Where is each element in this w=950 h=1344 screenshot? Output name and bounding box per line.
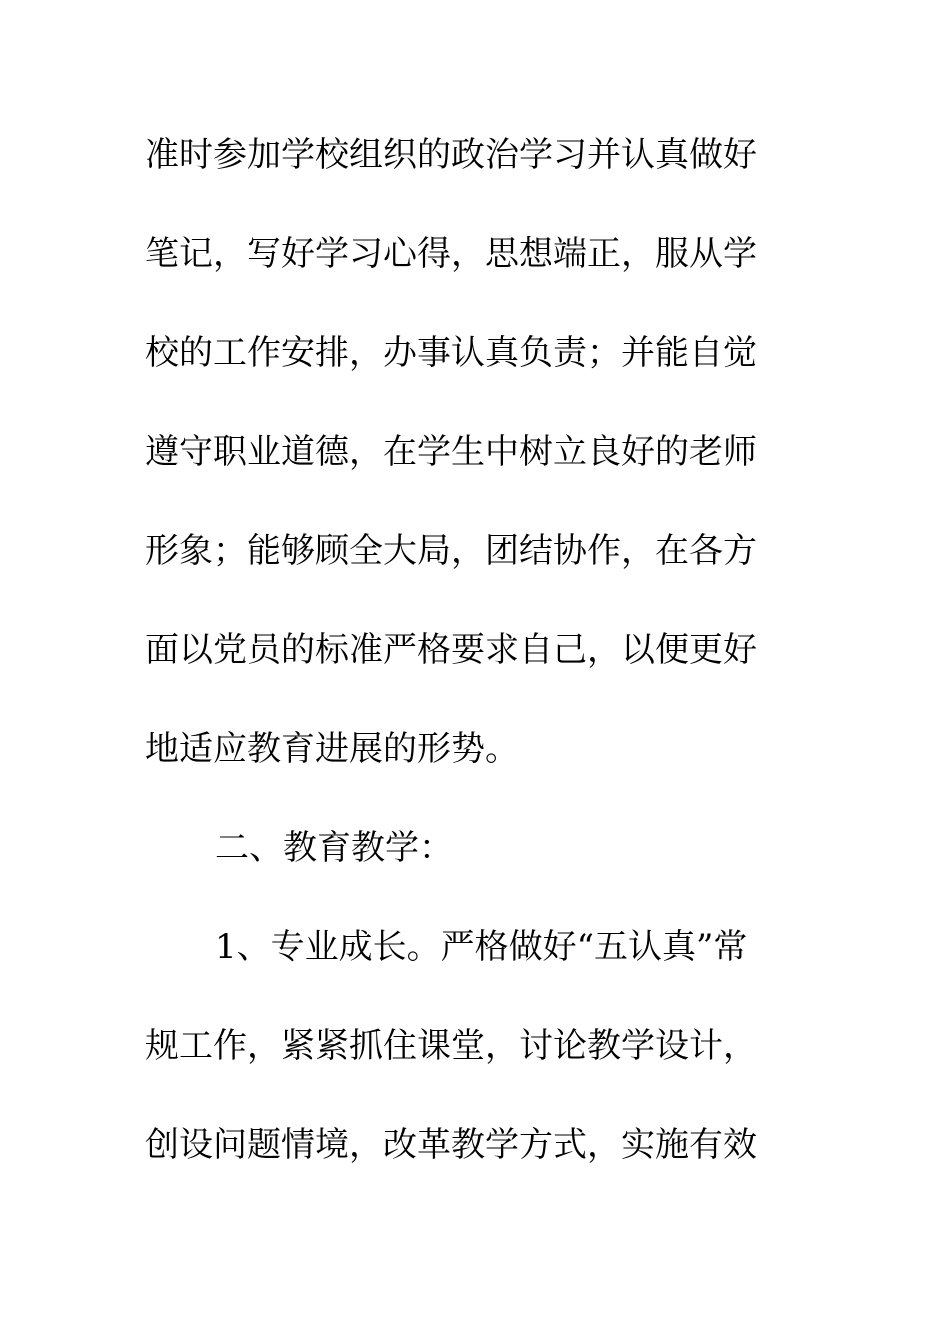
- body-text-line: 面以党员的标准严格要求自己，以便更好: [145, 630, 757, 670]
- section-heading: 二、教育教学：: [215, 828, 453, 868]
- body-text-line: 准时参加学校组织的政治学习并认真做好: [145, 135, 757, 175]
- paragraph-first-line: 1、专业成长。严格做好“五认真”常: [215, 927, 748, 967]
- body-text-line: 遵守职业道德，在学生中树立良好的老师: [145, 432, 757, 472]
- body-text-line: 地适应教育进展的形势。: [145, 729, 519, 769]
- body-text-line: 笔记，写好学习心得，思想端正，服从学: [145, 234, 757, 274]
- body-text-line: 校的工作安排，办事认真负责；并能自觉: [145, 333, 757, 373]
- body-text-line: 规工作，紧紧抓住课堂，讨论教学设计，: [145, 1026, 757, 1066]
- body-text-line: 形象；能够顾全大局，团结协作，在各方: [145, 531, 757, 571]
- body-text-line: 创设问题情境，改革教学方式，实施有效: [145, 1125, 757, 1165]
